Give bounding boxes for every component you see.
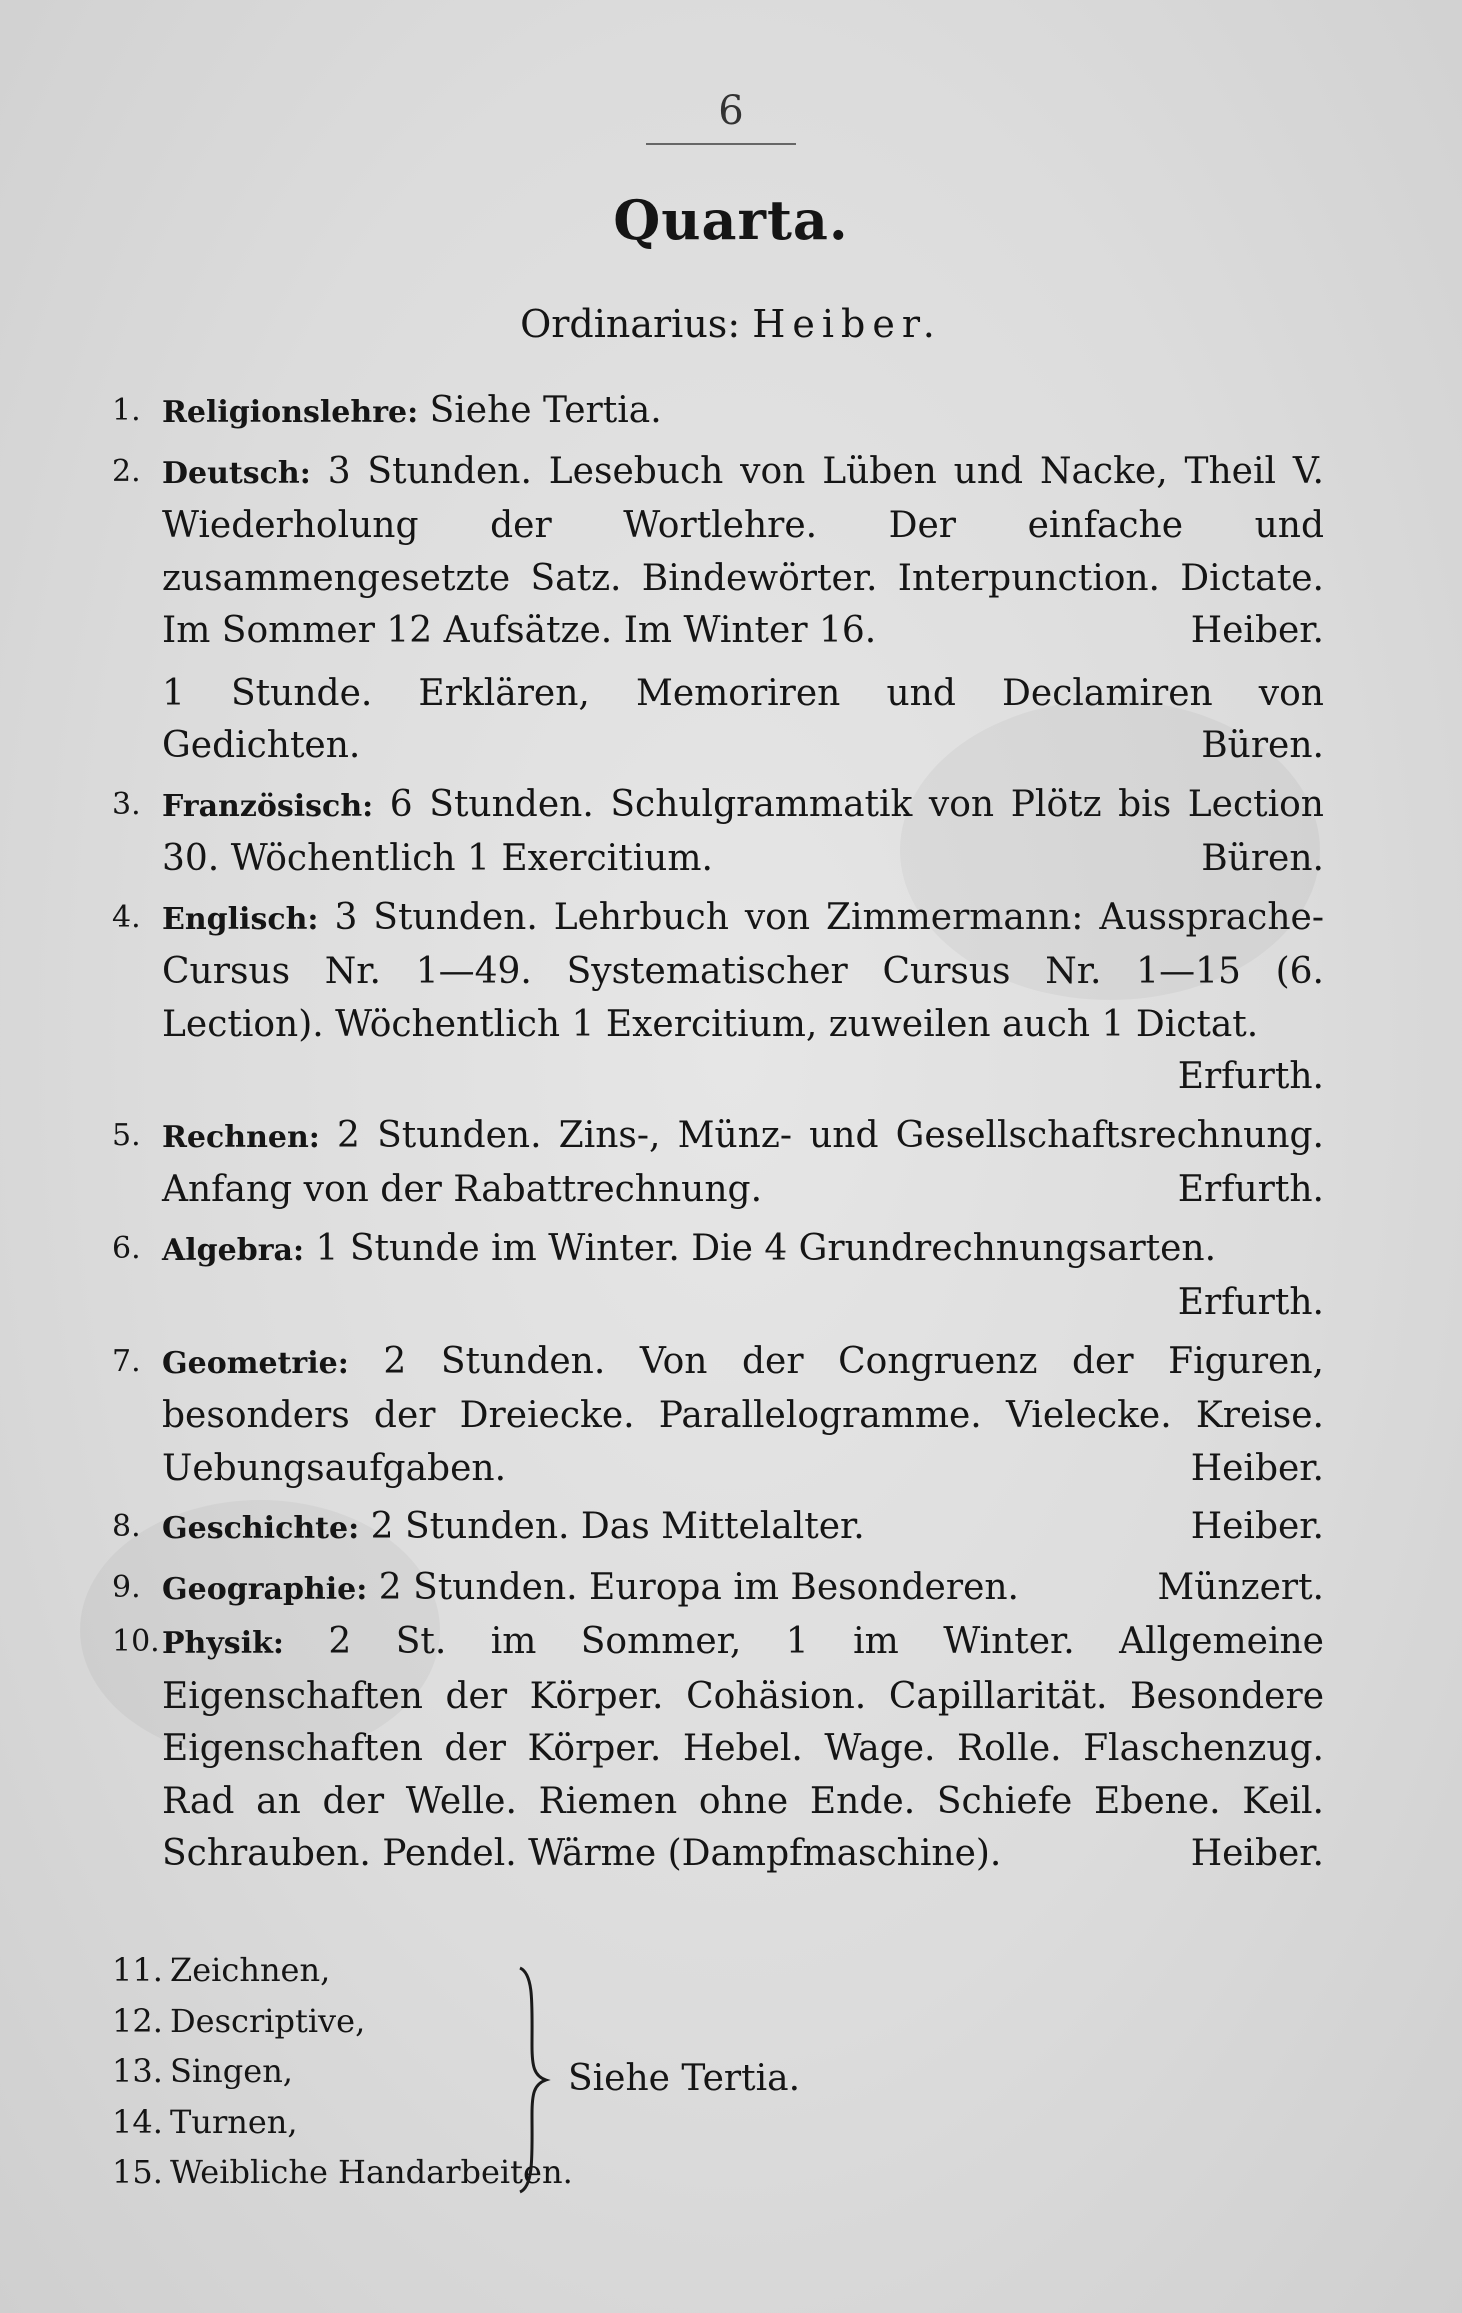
grouped-subject-row (112, 2097, 573, 2148)
entry-number: 9. (112, 1569, 141, 1605)
entry-subject: Rechnen: (162, 1119, 320, 1155)
entry-body (162, 892, 1324, 1104)
subject-list (112, 385, 1324, 1881)
grouped-subject-row (112, 2046, 573, 2097)
entry-teacher: Heiber. (1190, 1447, 1324, 1489)
grouped-reference: Siehe Tertia. (568, 2058, 801, 2099)
grouped-name: Descriptive, (170, 2001, 366, 2040)
entry-number: 7. (112, 1343, 141, 1379)
subject-entry-9 (112, 1562, 1324, 1617)
entry-teacher: Erfurth. (1177, 1169, 1324, 1210)
entry-number: 10. (112, 1624, 160, 1659)
grouped-number: 15. (112, 2153, 163, 2191)
grouped-number: 11. (112, 1951, 163, 1989)
entry-number: 8. (112, 1509, 141, 1544)
ordinarius-name: Heiber. (752, 302, 942, 346)
entry-text: 3 Stunden. Lesebuch von Lüben und Nacke, Theil V. Wiederholung der Wortlehre. Der einfache und zusammengesetzte Satz. Bindewörter. Interpunction. Dictate. Im Sommer 12 Aufsätze. Im Winter 16. (162, 450, 1324, 651)
entry-subject: Physik: (162, 1626, 284, 1661)
entry-teacher: Erfurth. (1177, 1056, 1324, 1097)
brace-icon (512, 1966, 552, 2194)
entry-body (162, 1110, 1324, 1217)
page-number: 6 (718, 88, 744, 134)
grouped-subject-list (112, 1945, 573, 2198)
entry-number: 6. (112, 1230, 141, 1266)
subject-entry-3 (112, 779, 1324, 886)
grouped-number: 12. (112, 2001, 163, 2040)
entry-body (162, 1223, 1324, 1330)
entry-subject: Geschichte: (162, 1511, 360, 1546)
entry-text: 1 Stunde im Winter. Die 4 Grundrechnungsarten. (315, 1227, 1217, 1269)
page-title: Quarta. (613, 188, 849, 252)
entry-text: 2 Stunden. Das Mittelalter. (370, 1506, 865, 1547)
grouped-number: 14. (112, 2102, 163, 2141)
entry-teacher: Heiber. (1190, 1506, 1324, 1547)
ordinarius-label: Ordinarius: (520, 302, 741, 346)
entry-subject: Deutsch: (162, 455, 311, 491)
entry-body (162, 446, 1324, 773)
entry-body (162, 1336, 1324, 1496)
entry-body (162, 779, 1324, 886)
entry-teacher: Münzert. (1157, 1566, 1324, 1608)
header-rule (646, 143, 796, 145)
entry-subject: Geographie: (162, 1571, 368, 1607)
entry-number: 3. (112, 786, 141, 822)
subject-entry-1 (112, 385, 1324, 440)
entry-text: 2 Stunden. Europa im Besonderen. (378, 1566, 1019, 1608)
entry-subject: Algebra: (162, 1232, 305, 1268)
entry-extra-teacher: Büren. (1201, 725, 1324, 766)
entry-subject: Religionslehre: (162, 395, 419, 430)
grouped-name: Weibliche Handarbeiten. (170, 2153, 573, 2191)
entry-body (162, 385, 1324, 440)
subject-entry-8 (112, 1501, 1324, 1556)
grouped-name: Singen, (170, 2052, 293, 2090)
entry-text: 2 St. im Sommer, 1 im Winter. Allgemeine Eigenschaften der Körper. Cohäsion. Capillarität. Besondere Eigenschaften der Körper. Hebel. Wage. Rolle. Flaschenzug. Rad an der Welle. Riemen ohne Ende. Schiefe Ebene. Keil. Schrauben. Pendel. Wärme (Dampfmaschine). (162, 1621, 1324, 1874)
entry-body (162, 1616, 1324, 1881)
entry-text: 6 Stunden. Schulgrammatik von Plötz bis Lection 30. Wöchentlich 1 Exercitium. (162, 783, 1324, 879)
grouped-number: 13. (112, 2052, 163, 2090)
grouped-name: Zeichnen, (170, 1951, 331, 1989)
subject-entry-4 (112, 892, 1324, 1104)
grouped-subject-row (112, 1996, 573, 2047)
entry-teacher: Erfurth. (1177, 1282, 1324, 1323)
entry-text: Siehe Tertia. (429, 390, 662, 431)
entry-subject: Französisch: (162, 788, 374, 824)
grouped-subject-row (112, 1945, 573, 1996)
subject-entry-5 (112, 1110, 1324, 1217)
entry-teacher: Heiber. (1190, 1833, 1324, 1874)
entry-number: 2. (112, 453, 141, 489)
entry-extra (162, 668, 1324, 773)
subject-entry-6 (112, 1223, 1324, 1330)
entry-number: 4. (112, 899, 141, 935)
entry-body (162, 1501, 1324, 1556)
entry-text: 2 Stunden. Zins-, Münz- und Gesellschaftsrechnung. Anfang von der Rabattrechnung. (162, 1114, 1324, 1210)
entry-number: 5. (112, 1117, 141, 1153)
entry-teacher: Büren. (1201, 838, 1324, 879)
entry-subject: Geometrie: (162, 1345, 349, 1381)
subject-entry-10 (112, 1616, 1324, 1881)
subject-entry-7 (112, 1336, 1324, 1496)
entry-teacher-line (162, 1277, 1324, 1330)
entry-teacher: Heiber. (1190, 610, 1324, 651)
entry-number: 1. (112, 393, 141, 428)
subject-entry-2 (112, 446, 1324, 773)
entry-subject: Englisch: (162, 901, 319, 937)
entry-text: 3 Stunden. Lehrbuch von Zimmermann: Aussprache-Cursus Nr. 1—49. Systematischer Cursus Nr. 1—15 (6. Lection). Wöchentlich 1 Exercitium, zuweilen auch 1 Dictat. (162, 896, 1325, 1045)
entry-teacher-line (162, 1051, 1324, 1104)
entry-extra-text: 1 Stunde. Erklären, Memoriren und Declamiren von Gedichten. (162, 672, 1324, 766)
grouped-name: Turnen, (170, 2102, 298, 2141)
entry-body (162, 1562, 1324, 1617)
ordinarius-line (0, 302, 1462, 346)
entry-text: 2 Stunden. Von der Congruenz der Figuren, besonders der Dreiecke. Parallelogramme. Vielecke. Kreise. Uebungsaufgaben. (162, 1340, 1324, 1489)
grouped-subject-row (112, 2147, 573, 2198)
